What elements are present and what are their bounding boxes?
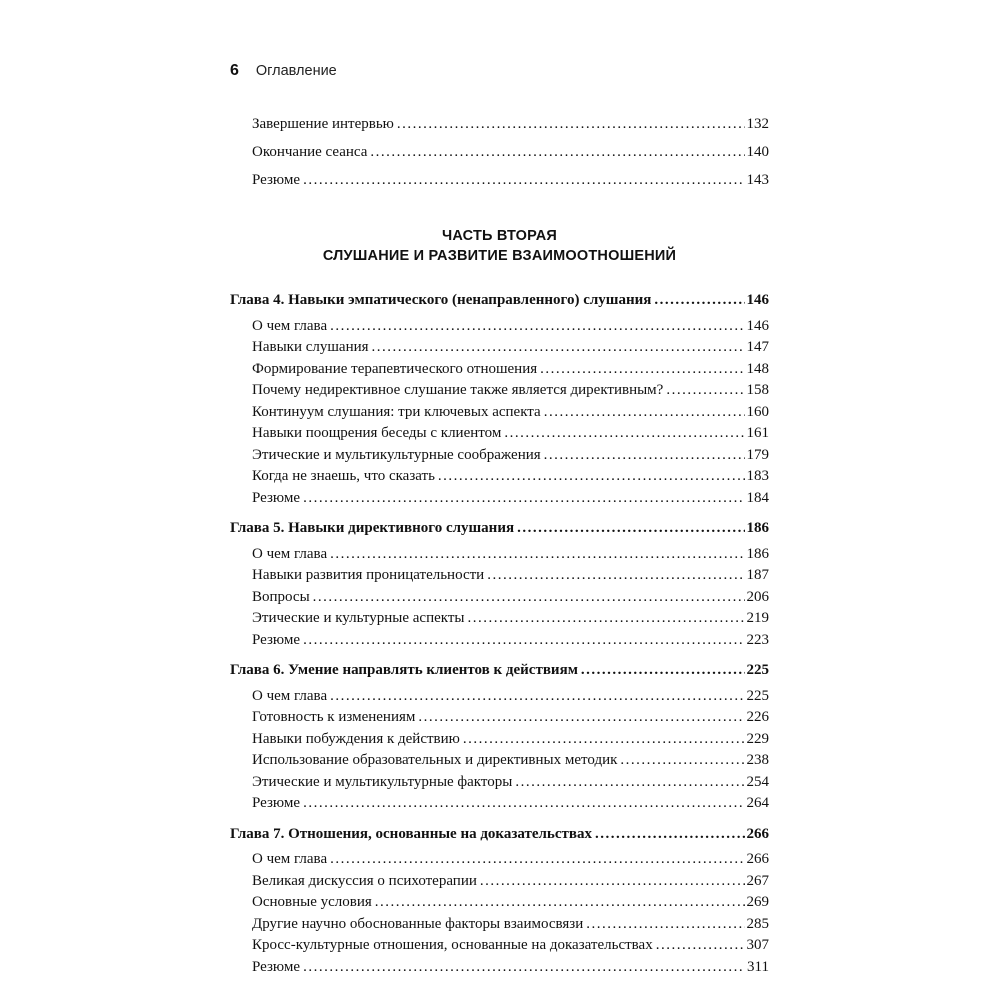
toc-entry-page: 223 xyxy=(746,631,769,648)
toc-entry-label: Этические и мультикультурные соображения xyxy=(252,446,541,463)
dot-leader xyxy=(330,686,744,708)
toc-entry-label: Готовность к изменениям xyxy=(252,709,416,725)
dot-leader xyxy=(581,660,745,682)
toc-entry xyxy=(230,166,769,194)
chapter-block xyxy=(230,660,769,815)
toc-entry-label: Навыки развития проницательности xyxy=(252,567,485,583)
toc-entry xyxy=(230,750,769,772)
toc-entry xyxy=(230,337,769,359)
dot-leader xyxy=(313,587,745,609)
toc-entry xyxy=(230,608,769,630)
toc-entry-page: 148 xyxy=(746,360,769,377)
toc-entry-label: Почему недирективное слушание также является директивным? xyxy=(252,382,664,398)
toc-entry-label: Резюме xyxy=(252,958,301,975)
dot-leader xyxy=(467,608,744,630)
toc-entry xyxy=(230,892,769,914)
dot-leader xyxy=(330,316,744,338)
toc-entry-label: Навыки поощрения беседы с клиентом xyxy=(252,425,502,441)
dot-leader xyxy=(303,488,744,510)
chapters xyxy=(230,290,769,978)
toc-entry-page: 184 xyxy=(746,489,769,506)
toc-entry xyxy=(230,935,769,957)
toc-entry xyxy=(230,423,769,445)
toc-entry xyxy=(230,957,769,979)
part-heading xyxy=(230,226,769,266)
toc-entry xyxy=(230,772,769,794)
toc-entry-page: 206 xyxy=(746,588,769,605)
toc-entry xyxy=(230,729,769,751)
toc-entry-label: О чем глава xyxy=(252,545,328,562)
toc-entry-page: 226 xyxy=(746,709,769,725)
chapter-block xyxy=(230,518,769,651)
dot-leader xyxy=(540,359,744,381)
toc-entry-page: 307 xyxy=(746,937,769,953)
toc-entry-label: О чем глава xyxy=(252,687,328,704)
chapter-title xyxy=(230,290,769,312)
toc-entry-page: 187 xyxy=(746,567,769,583)
toc-entry xyxy=(230,359,769,381)
toc-entry xyxy=(230,793,769,815)
dot-leader xyxy=(397,110,745,138)
chapter-title-label: Глава 4. Навыки эмпатического (ненаправленного) слушания xyxy=(230,292,652,308)
toc-entry xyxy=(230,544,769,566)
toc-entry-page: 161 xyxy=(746,425,769,441)
toc-entry-label: Этические и культурные аспекты xyxy=(252,610,465,626)
toc-entry-label: Навыки побуждения к действию xyxy=(252,730,460,747)
chapter-title xyxy=(230,518,769,540)
chapter-title-page: 146 xyxy=(746,292,769,308)
dot-leader xyxy=(330,849,744,871)
toc-entry xyxy=(230,587,769,609)
toc-entry-page: 264 xyxy=(746,795,769,811)
dot-leader xyxy=(517,518,744,540)
toc-entry-page: 183 xyxy=(746,468,769,484)
page-number: 6 xyxy=(230,62,239,79)
chapter-block xyxy=(230,824,769,979)
chapter-title-page: 186 xyxy=(746,520,769,536)
chapter-title xyxy=(230,660,769,682)
dot-leader xyxy=(544,402,745,424)
chapter-title-page: 225 xyxy=(746,662,769,678)
toc-entry xyxy=(230,466,769,488)
dot-leader xyxy=(586,914,744,936)
toc-entry xyxy=(230,849,769,871)
dot-leader xyxy=(330,544,744,566)
toc-entry-label: Этические и мультикультурные факторы xyxy=(252,773,513,790)
toc-entry-label: Вопросы xyxy=(252,588,310,605)
toc-entry-page: 147 xyxy=(746,339,769,355)
toc-entry-page: 219 xyxy=(746,610,769,626)
dot-leader xyxy=(504,423,744,445)
toc-entry xyxy=(230,380,769,402)
toc-entry xyxy=(230,110,769,138)
chapter-title-page: 266 xyxy=(746,825,769,842)
toc-entry-page: 229 xyxy=(746,730,769,747)
dot-leader xyxy=(487,565,744,587)
dot-leader xyxy=(303,166,744,194)
toc-entry-page: 160 xyxy=(746,403,769,420)
toc-entry xyxy=(230,445,769,467)
dot-leader xyxy=(620,750,744,772)
toc-entry xyxy=(230,686,769,708)
toc-entry-label: Использование образовательных и директивных методик xyxy=(252,752,618,768)
table-of-contents xyxy=(230,110,769,978)
toc-entry-label: О чем глава xyxy=(252,851,328,867)
toc-entry-page: 269 xyxy=(746,894,769,910)
toc-entry-page: 186 xyxy=(746,545,769,562)
toc-entry-page: 158 xyxy=(746,382,769,398)
toc-entry xyxy=(230,138,769,166)
toc-entry xyxy=(230,402,769,424)
toc-entry-page: 238 xyxy=(746,752,769,768)
toc-entry xyxy=(230,565,769,587)
dot-leader xyxy=(303,630,744,652)
dot-leader xyxy=(515,772,744,794)
toc-entry-label: Навыки слушания xyxy=(252,339,369,355)
dot-leader xyxy=(375,892,745,914)
dot-leader xyxy=(303,957,745,979)
toc-entry-label: Великая дискуссия о психотерапии xyxy=(252,872,477,889)
dot-leader xyxy=(372,337,745,359)
chapter-title xyxy=(230,824,769,846)
toc-entry-page: 146 xyxy=(746,317,769,334)
toc-entry xyxy=(230,316,769,338)
toc-entry xyxy=(230,914,769,936)
toc-entry-page: 266 xyxy=(746,851,769,867)
intro-entries xyxy=(230,110,769,194)
toc-entry-label: Другие научно обоснованные факторы взаимосвязи xyxy=(252,915,584,932)
toc-entry-page: 311 xyxy=(747,958,769,975)
dot-leader xyxy=(656,935,745,957)
header-title: Оглавление xyxy=(255,63,337,79)
toc-entry xyxy=(230,488,769,510)
dot-leader xyxy=(654,290,744,312)
toc-entry-page: 285 xyxy=(746,915,769,932)
dot-leader xyxy=(595,824,745,846)
toc-entry-page: 267 xyxy=(746,872,769,889)
toc-entry xyxy=(230,630,769,652)
toc-entry xyxy=(230,871,769,893)
toc-entry xyxy=(230,707,769,729)
chapter-title-label: Глава 6. Умение направлять клиентов к действиям xyxy=(230,662,578,678)
part-heading-line2: СЛУШАНИЕ И РАЗВИТИЕ ВЗАИМООТНОШЕНИЙ xyxy=(322,248,677,264)
dot-leader xyxy=(463,729,745,751)
chapter-block xyxy=(230,290,769,509)
toc-entry-page: 140 xyxy=(746,144,769,160)
toc-entry-page: 179 xyxy=(746,446,769,463)
part-heading-line1: ЧАСТЬ ВТОРАЯ xyxy=(441,228,558,244)
dot-leader xyxy=(480,871,745,893)
toc-entry-page: 132 xyxy=(746,116,769,132)
dot-leader xyxy=(544,445,745,467)
toc-entry-page: 225 xyxy=(746,687,769,704)
toc-entry-label: Резюме xyxy=(252,795,301,811)
chapter-title-label: Глава 7. Отношения, основанные на доказательствах xyxy=(230,825,592,842)
dot-leader xyxy=(438,466,745,488)
toc-entry-label: Резюме xyxy=(252,631,301,648)
page-header xyxy=(230,62,769,80)
dot-leader xyxy=(303,793,744,815)
toc-entry-label: Основные условия xyxy=(252,894,372,910)
dot-leader xyxy=(418,707,744,729)
toc-entry-label: Резюме xyxy=(252,489,301,506)
chapter-title-label: Глава 5. Навыки директивного слушания xyxy=(230,520,515,536)
toc-entry-label: Кросс-культурные отношения, основанные на доказательствах xyxy=(252,937,653,953)
toc-entry-label: Завершение интервью xyxy=(252,116,394,132)
toc-entry-label: Континуум слушания: три ключевых аспекта xyxy=(252,403,541,420)
dot-leader xyxy=(666,380,744,402)
toc-entry-label: Окончание сеанса xyxy=(252,144,368,160)
toc-entry-page: 254 xyxy=(746,773,769,790)
dot-leader xyxy=(370,138,744,166)
toc-entry-label: Резюме xyxy=(252,172,301,188)
toc-entry-label: Формирование терапевтического отношения xyxy=(252,360,538,377)
toc-entry-label: Когда не знаешь, что сказать xyxy=(252,468,435,484)
toc-entry-label: О чем глава xyxy=(252,317,328,334)
toc-entry-page: 143 xyxy=(746,172,769,188)
